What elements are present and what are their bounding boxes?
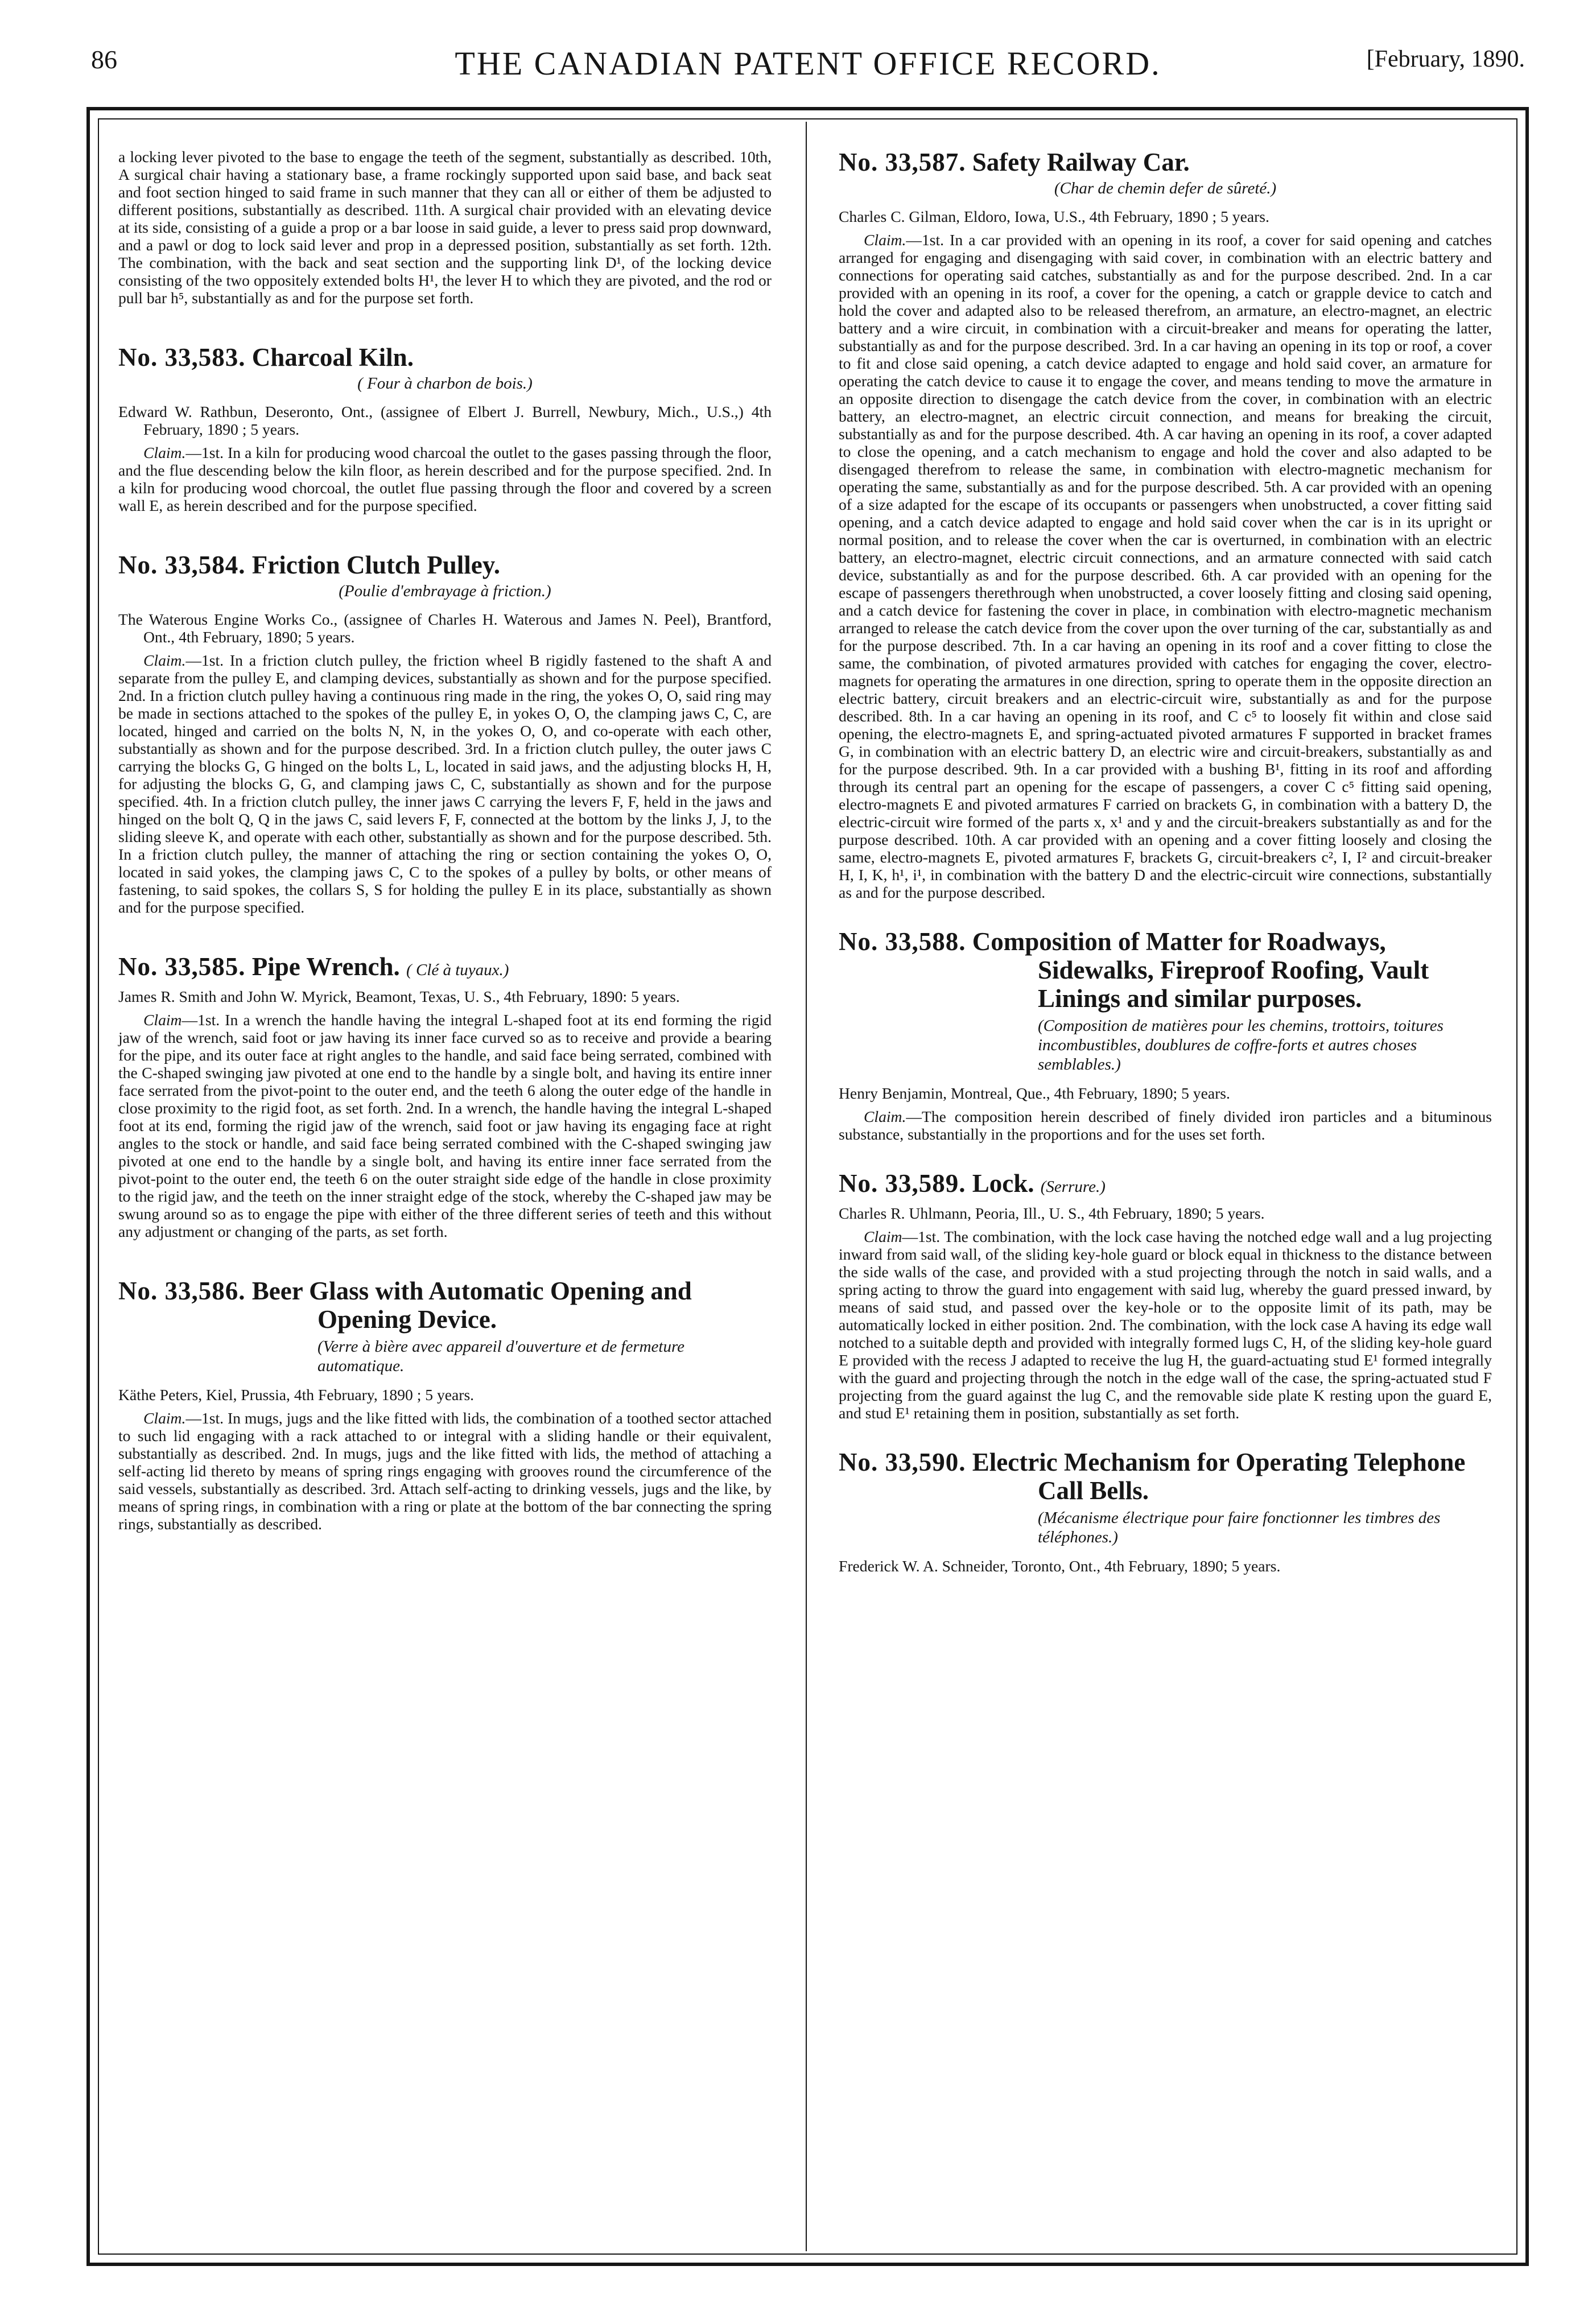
french-title: ( Four à charbon de bois.)	[357, 374, 533, 393]
french-title: (Verre à bière avec appareil d'ouverture et de fermeture automatique.	[317, 1338, 685, 1375]
patent-number: No. 33,584.	[118, 551, 246, 579]
patent-33586	[118, 1277, 772, 1533]
continuation-entry	[118, 148, 772, 307]
patentee: Edward W. Rathbun, Deseronto, Ont., (assignee of Elbert J. Burrell, Newbury, Mich., U.S.,) 4th February, 1890 ; 5 years.	[118, 403, 772, 438]
patent-name: Charcoal Kiln.	[251, 343, 414, 372]
claim-text	[839, 1228, 1492, 1422]
patent-name: Friction Clutch Pulley.	[251, 551, 500, 579]
french-title: (Serrure.)	[1040, 1178, 1106, 1196]
french-title: ( Clé à tuyaux.)	[406, 961, 509, 979]
claim-text	[839, 1108, 1492, 1143]
patent-name: Pipe Wrench.	[251, 952, 400, 981]
claim-text	[118, 444, 772, 514]
patent-33583	[118, 343, 772, 514]
continuation-text: a locking lever pivoted to the base to engage the teeth of the segment, substantially as described. 10th, A surgical chair having a stationary base, a frame rockingly supported upon said base, and back seat and foot section hinged to said frame in such manner that they can all or either of them be adjusted to different positions, substantially as described. 11th. A surgical chair provided with an elevating device at its side, consisting of a guide a prop or a bar loose in said guide, a lever to press said prop downward, and a pawl or dog to lock said lever and prop in a depressed position, substantially as set forth. 12th. The combination, with the back and seat section and the supporting link D¹, of the locking device consisting of the two oppositely extended bolts H¹, the lever H to which they are pivoted, and the rod or pull bar h⁵, substantially as and for the purpose set forth.	[118, 148, 772, 307]
patent-heading	[118, 551, 772, 579]
issue-date: [February, 1890.	[1366, 46, 1525, 72]
patent-name: Electric Mechanism for Operating Telephone Call Bells.	[972, 1448, 1466, 1505]
claim-label: Claim.	[143, 651, 186, 669]
claim-text	[118, 651, 772, 916]
patent-number: No. 33,589.	[839, 1169, 966, 1198]
french-title: (Composition de matières pour les chemins, trottoirs, toitures incombustibles, doublures de coffre-forts et autres choses semblables.)	[1038, 1017, 1444, 1074]
patentee: Frederick W. A. Schneider, Toronto, Ont., 4th February, 1890; 5 years.	[839, 1557, 1281, 1575]
patent-heading	[839, 1448, 1492, 1505]
patent-33585	[118, 952, 772, 1240]
patent-33589	[839, 1169, 1492, 1422]
claim-body: —1st. In a car provided with an opening in its roof, a cover for said opening and catches arranged for engaging and disengaging with said cover, in combination with an electric battery and connections for operating said catches, substantially as and for the purpose described. 2nd. In a car provided with an opening in its roof, a cover for the opening, a catch or grapple device to catch and hold the cover and adapted also to be released therefrom, an armature, an electro-magnet, an electric battery and a wire circuit, in combination with a circuit-breaker and means for operating the latter, substantially as and for the purpose described. 3rd. In a car having an opening in its top or roof, a cover to fit and close said opening, a catch device adapted to engage and hold said cover, an armature for operating the catch device to cause it to engage the cover, and means tending to move the armature in an opposite direction to disengage the catch device from the cover, in combination with an electric battery, an electro-magnet, an electric circuit connection, and means for breaking the circuit, substantially as and for the purpose described. 4th. A car having an opening in its roof, a cover adapted to close the opening, and a catch mechanism to engage and hold the cover and also adapted to be disengaged therefrom to release the same, in combination with electro-magnetic mechanism for operating the same, substantially as and for the purpose described. 5th. A car provided with an opening of a size adapted for the escape of its occupants or passengers when unobstructed, a cover fitting said opening, and a catch device adapted to engage and hold said cover when the car is in its upright or normal position, and to release the cover when the car is overturned, in combination with an electric battery, an electro-magnet, electric circuit connections, and an armature connected with said catch device, substantially as and for the purpose described. 6th. A car provided with an opening for the escape of passengers therethrough when unobstructed, a cover loosely fitting and closing said opening, and a catch device for fastening the cover in place, in combination with electro-magnetic mechanism arranged to release the catch device from the cover upon the over turning of the car, substantially as and for the purpose described. 7th. In a car having an opening in its roof and a cover fitting to close the same, the combination, of pivoted armatures provided with catches for engaging the cover, electro-magnets for operating the armatures in one direction, spring to operate them in the opposite direction an electric battery, circuit breakers and an electric-circuit wire, substantially as and for the purpose described. 8th. In a car having an opening in its roof, and C c⁵ to loosely fit within and close said opening, the electro-magnets E, and spring-actuated pivoted armatures F supported in bracket frames G, in combination with an electric battery D, an electric wire and circuit-breakers, substantially as and for the purpose described. 9th. In a car provided with a bushing B¹, fitting in its roof and affording through its central part an opening for the escape of passengers, a cover C c⁵ fitting said opening, electro-magnets E and pivoted armatures F carried on brackets G, in combination with a battery D, the electric-circuit wire formed of the parts x, x¹ and y and the circuit-breakers substantially as and for the purpose described. 10th. A car provided with an opening and a cover fitting loosely and closing the same, electro-magnets E, pivoted armatures F, brackets G, circuit-breakers c², I, I² and circuit-breaker H, I, K, h¹, i¹, in combination with the battery D and the electric-circuit wire connections, substantially as and for the purpose described.	[839, 231, 1492, 901]
claim-label: Claim.	[143, 1409, 186, 1427]
claim-label: Claim.	[143, 444, 186, 461]
patent-name: Beer Glass with Automatic Opening and Opening Device.	[251, 1277, 692, 1334]
patent-heading	[839, 927, 1492, 1013]
french-title: (Poulie d'embrayage à friction.)	[339, 582, 551, 600]
column-divider	[806, 122, 807, 2251]
claim-body: —1st. In a friction clutch pulley, the friction wheel B rigidly fastened to the shaft A and separate from the pulley E, and clamping devices, substantially as shown and for the purpose specified. 2nd. In a friction clutch pulley having a continuous ring made in the ring, the yokes O, O, said ring may be made in sections attached to the spokes of the pulley E, in yokes O, O, the clamping jaws C, C, are located, hinged and carried on the bolts N, N, in the yokes O, O, and co-operate with each other, substantially as shown and for the purpose described. 3rd. In a friction clutch pulley, the outer jaws C carrying the blocks G, G hinged on the bolts L, L, located in said jaws, and the adjusting blocks H, H, for adjusting the blocks G, G, and clamping jaws C, C, substantially as shown and for the purpose specified. 4th. In a friction clutch pulley, the inner jaws C carrying the levers F, F, held in the jaws and hinged on the bolt Q, Q in the jaws C, said levers F, F, connected at the bottom by the links J, J, to the sliding sleeve K, and operate with each other, substantially as shown and for the purpose described. 5th. In a friction clutch pulley, the manner of attaching the ring or section containing the yokes O, O, located in said yokes, the clamping jaws C, C to the spokes of a pulley by bolts, or other means of fastening, to said spokes, the collars S, S for holding the pulley E in its place, substantially as shown and for the purpose specified.	[118, 651, 772, 916]
patent-heading	[118, 1277, 772, 1334]
journal-title: THE CANADIAN PATENT OFFICE RECORD.	[455, 45, 1161, 82]
french-title: (Mécanisme électrique pour faire fonctionner les timbres des téléphones.)	[1038, 1509, 1441, 1546]
patentee: The Waterous Engine Works Co., (assignee of Charles H. Waterous and James N. Peel), Brantford, Ont., 4th February, 1890; 5 years.	[118, 610, 772, 646]
claim-body: —1st. In a kiln for producing wood charcoal the outlet to the gases passing through the floor, and the flue descending below the kiln floor, as herein described and for the purpose specified. 2nd. In a kiln for producing wood chorcoal, the outlet flue passing through the floor and covered by a screen wall E, as herein described and for the purpose specified.	[118, 444, 772, 514]
page-number: 86	[91, 45, 117, 74]
patent-33587	[839, 148, 1492, 901]
claim-label: Claim.	[864, 231, 906, 249]
patent-heading	[839, 148, 1492, 176]
claim-body: —1st. In a wrench the handle having the integral L-shaped foot at its end forming the rigid jaw of the wrench, said foot or jaw having its inner face curved so as to receive and provide a bearing for the pipe, and its outer face at right angles to the handle, and said face being serrated, combined with the C-shaped swinging jaw pivoted at one end to the handle by a single bolt, and having its entire inner face serrated from the pivot-point to the outer end, and the teeth 6 along the outer edge of the handle in close proximity to the rigid foot, as set forth. 2nd. In a wrench, the handle having the integral L-shaped foot at its end, forming the rigid jaw of the wrench, said foot or jaw having its engaging face at right angles to the stock or handle, and said face being serrated combined with the C-shaped swinging jaw pivoted at one end to the handle by a single bolt, and having its entire inner face serrated from the pivot-point to the outer end, the teeth 6 on the outer straight side edge of the handle in close proximity to the rigid jaw, and the teeth on the inner straight edge of the stock, whereby the C-shaped jaw may be swung around so as to engage the pipe with either of the three different series of teeth and this without any adjustment or changing of the parts, as set forth.	[118, 1011, 772, 1240]
claim-label: Claim.	[864, 1108, 906, 1125]
patentee: Charles C. Gilman, Eldoro, Iowa, U.S., 4th February, 1890 ; 5 years.	[839, 208, 1269, 225]
right-column	[839, 148, 1492, 1601]
claim-text	[839, 231, 1492, 901]
page-frame	[86, 107, 1529, 2266]
patent-heading	[118, 952, 772, 984]
patent-heading	[839, 1169, 1492, 1201]
patent-name: Composition of Matter for Roadways, Sidewalks, Fireproof Roofing, Vault Linings and similar purposes.	[972, 927, 1429, 1013]
patent-number: No. 33,590.	[839, 1448, 966, 1476]
patent-number: No. 33,586.	[118, 1277, 246, 1305]
claim-body: —1st. In mugs, jugs and the like fitted with lids, the combination of a toothed sector attached to such lid engaging with a rack attached to or integral with a sliding handle or their equivalent, substantially as described. 2nd. In mugs, jugs and the like fitted with lids, the method of attaching a self-acting lid thereto by means of spring rings engaging with grooves round the circumference of the said vessels, substantially as described. 3rd. Attach self-acting to drinking vessels, jugs and the like, by means of spring rings, in combination with a ring or plate at the bottom of the bar connecting the spring rings, substantially as described.	[118, 1409, 772, 1533]
french-title: (Char de chemin defer de sûreté.)	[1054, 179, 1277, 197]
patent-number: No. 33,587.	[839, 148, 966, 176]
patent-heading	[118, 343, 772, 372]
patent-33590	[839, 1448, 1492, 1575]
patent-number: No. 33,585.	[118, 952, 246, 981]
patentee: Henry Benjamin, Montreal, Que., 4th February, 1890; 5 years.	[839, 1084, 1230, 1102]
patent-name: Lock.	[972, 1169, 1034, 1198]
patentee: Charles R. Uhlmann, Peoria, Ill., U. S., 4th February, 1890; 5 years.	[839, 1204, 1265, 1222]
claim-text	[118, 1409, 772, 1533]
patent-name: Safety Railway Car.	[972, 148, 1190, 176]
patent-33584	[118, 551, 772, 916]
patent-number: No. 33,588.	[839, 927, 966, 956]
patentee: James R. Smith and John W. Myrick, Beamont, Texas, U. S., 4th February, 1890: 5 years.	[118, 988, 680, 1005]
patent-33588	[839, 927, 1492, 1143]
claim-text	[118, 1011, 772, 1240]
claim-label: Claim	[864, 1228, 902, 1245]
patent-number: No. 33,583.	[118, 343, 246, 372]
claim-label: Claim	[143, 1011, 182, 1029]
claim-body: —The composition herein described of finely divided iron particles and a bituminous substance, substantially in the proportions and for the uses set forth.	[839, 1108, 1492, 1143]
patentee: Käthe Peters, Kiel, Prussia, 4th February, 1890 ; 5 years.	[118, 1386, 475, 1404]
left-column	[118, 148, 772, 1569]
running-head	[91, 44, 1525, 84]
claim-body: —1st. The combination, with the lock case having the notched edge wall and a lug projecting inward from said wall, of the sliding key-hole guard or block equal in thickness to the distance between the side walls of the case, and provided with a stud projecting through the notch in said walls, and a spring acting to throw the guard into engagement with said lug, whereby the guard pressed inward, by means of said stud, and passed over the key-hole or to the opposite limit of its path, may be automatically locked in either position. 2nd. The combination, with the lock case A having its edge wall notched to a suitable depth and provided with integrally formed lugs C, H, of the sliding key-hole guard E provided with the recess J adapted to receive the lug H, the guard-actuating stud E¹ formed integrally with the guard and projecting through the notch in the edge wall of the case, the spring-actuated stud F projecting from the guard against the lug C, and the removable side plate K resting upon the guard E, and stud E¹ retaining them in position, substantially as set forth.	[839, 1228, 1492, 1422]
